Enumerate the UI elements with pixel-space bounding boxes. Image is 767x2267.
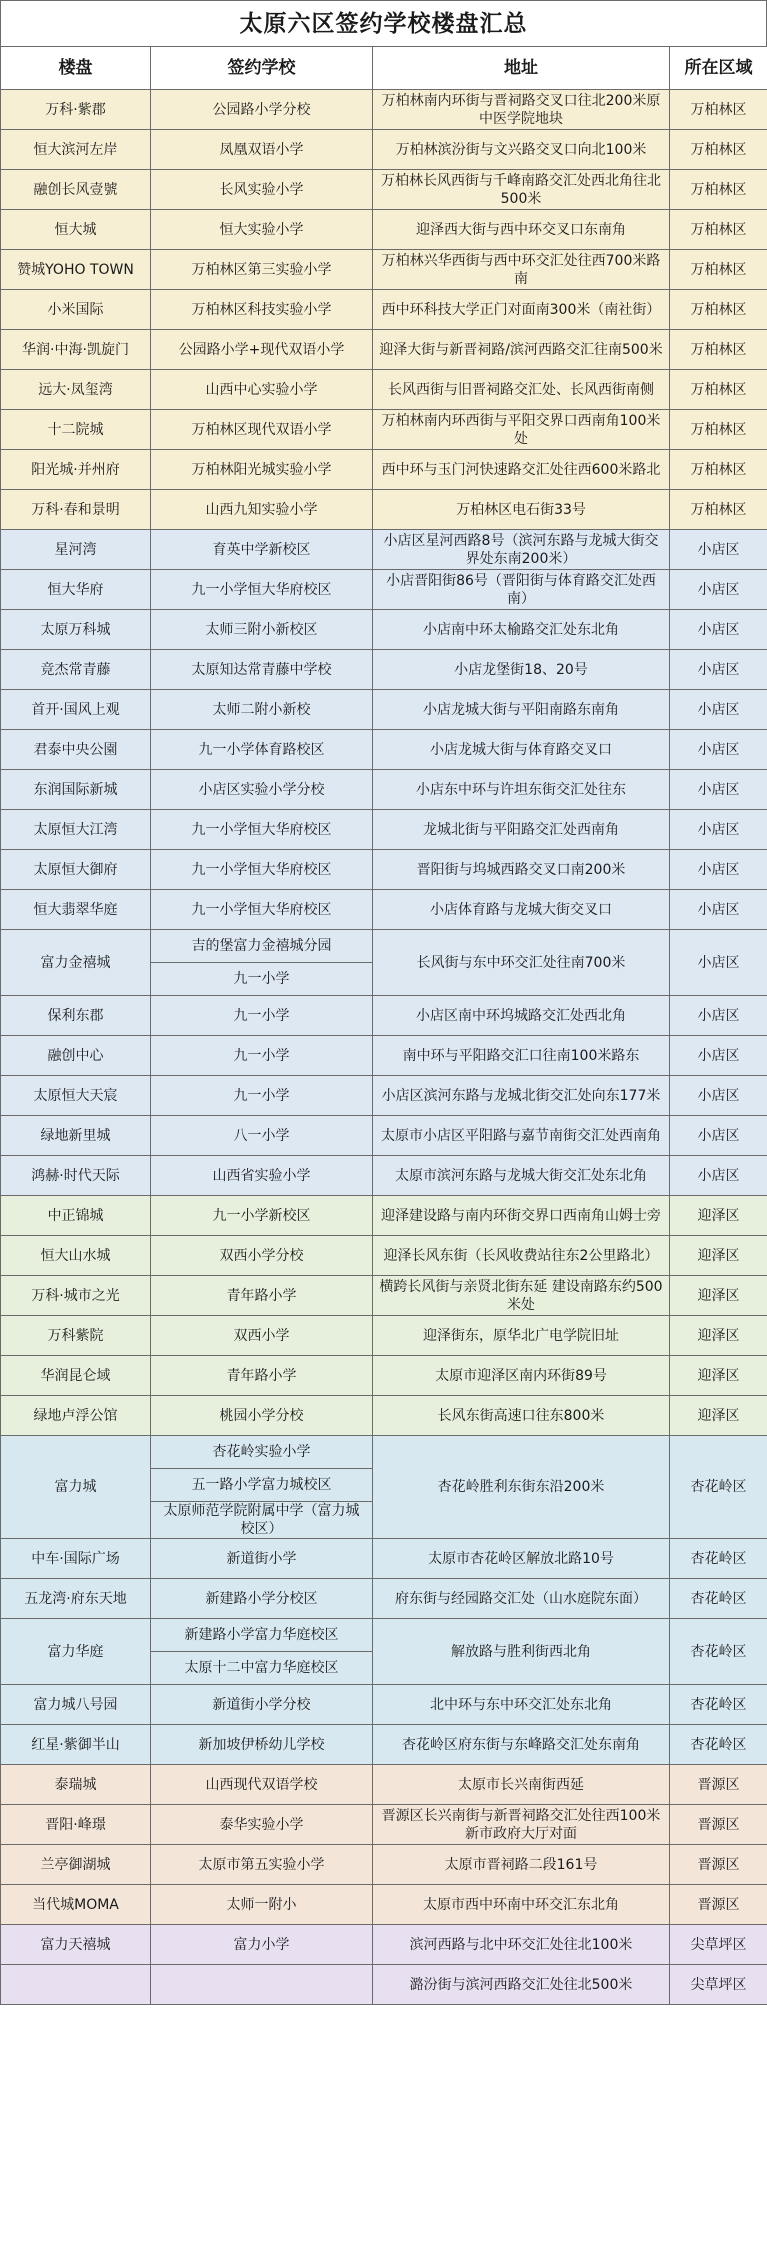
cell-address: 小店晋阳街86号（晋阳街与体育路交汇处西南） xyxy=(373,570,670,610)
cell-estate: 恒大华府 xyxy=(1,570,151,610)
cell-school: 青年路小学 xyxy=(151,1356,373,1396)
cell-address: 晋源区长兴南街与新晋祠路交汇处往西100米新市政府大厅对面 xyxy=(373,1805,670,1845)
cell-school: 太原师范学院附属中学（富力城校区） xyxy=(151,1502,373,1539)
header-estate: 楼盘 xyxy=(1,47,151,90)
cell-estate: 远大·凤玺湾 xyxy=(1,370,151,410)
cell-address: 长风街与东中环交汇处往南700米 xyxy=(373,930,670,996)
header-district: 所在区域 xyxy=(670,47,767,90)
cell-address: 小店龙城大街与体育路交叉口 xyxy=(373,730,670,770)
cell-estate: 融创长风壹號 xyxy=(1,170,151,210)
cell-address: 小店龙城大街与平阳南路东南角 xyxy=(373,690,670,730)
table-row xyxy=(1,690,767,730)
cell-district: 晋源区 xyxy=(670,1845,767,1885)
cell-school: 九一小学恒大华府校区 xyxy=(151,810,373,850)
table-row xyxy=(1,450,767,490)
table-row xyxy=(1,1116,767,1156)
cell-estate: 首开·国风上观 xyxy=(1,690,151,730)
cell-address: 太原市杏花岭区解放北路10号 xyxy=(373,1539,670,1579)
cell-district: 小店区 xyxy=(670,1036,767,1076)
table-row xyxy=(1,810,767,850)
cell-district: 小店区 xyxy=(670,650,767,690)
cell-address: 太原市西中环南中环交汇东北角 xyxy=(373,1885,670,1925)
cell-district: 小店区 xyxy=(670,890,767,930)
cell-district: 迎泽区 xyxy=(670,1276,767,1316)
cell-estate: 融创中心 xyxy=(1,1036,151,1076)
cell-estate: 十二院城 xyxy=(1,410,151,450)
cell-district: 小店区 xyxy=(670,1076,767,1116)
cell-district: 万柏林区 xyxy=(670,170,767,210)
cell-district: 小店区 xyxy=(670,1116,767,1156)
cell-estate: 中车·国际广场 xyxy=(1,1539,151,1579)
cell-estate: 小米国际 xyxy=(1,290,151,330)
table-row xyxy=(1,370,767,410)
cell-district: 万柏林区 xyxy=(670,210,767,250)
cell-district: 小店区 xyxy=(670,730,767,770)
cell-estate: 恒大翡翠华庭 xyxy=(1,890,151,930)
cell-address: 北中环与东中环交汇处东北角 xyxy=(373,1685,670,1725)
cell-estate: 万科紫院 xyxy=(1,1316,151,1356)
cell-address: 万柏林兴华西街与西中环交汇处往西700米路南 xyxy=(373,250,670,290)
sheet-title: 太原六区签约学校楼盘汇总 xyxy=(0,0,767,46)
cell-address: 横跨长风街与亲贤北街东延 建设南路东约500米处 xyxy=(373,1276,670,1316)
cell-estate: 君泰中央公園 xyxy=(1,730,151,770)
table-row xyxy=(1,1076,767,1116)
cell-address: 杏花岭胜利东街东沿200米 xyxy=(373,1436,670,1539)
table-row xyxy=(1,1885,767,1925)
cell-district: 小店区 xyxy=(670,690,767,730)
table-row xyxy=(1,490,767,530)
cell-school: 九一小学 xyxy=(151,1036,373,1076)
table-row xyxy=(1,250,767,290)
table-row xyxy=(1,1805,767,1845)
cell-school: 五一路小学富力城校区 xyxy=(151,1469,373,1502)
table-row xyxy=(1,1356,767,1396)
table-row xyxy=(1,1765,767,1805)
cell-estate: 泰瑞城 xyxy=(1,1765,151,1805)
table-row xyxy=(1,1316,767,1356)
cell-school: 九一小学体育路校区 xyxy=(151,730,373,770)
cell-address: 万柏林滨汾街与文兴路交叉口向北100米 xyxy=(373,130,670,170)
cell-district: 小店区 xyxy=(670,1156,767,1196)
cell-estate: 绿地新里城 xyxy=(1,1116,151,1156)
cell-district: 迎泽区 xyxy=(670,1356,767,1396)
header-school: 签约学校 xyxy=(151,47,373,90)
cell-school: 万柏林阳光城实验小学 xyxy=(151,450,373,490)
cell-address: 小店东中环与许坦东街交汇处往东 xyxy=(373,770,670,810)
table-row xyxy=(1,1236,767,1276)
table-row xyxy=(1,1196,767,1236)
cell-school: 公园路小学+现代双语小学 xyxy=(151,330,373,370)
cell-district: 杏花岭区 xyxy=(670,1436,767,1539)
cell-district: 万柏林区 xyxy=(670,90,767,130)
table-row xyxy=(1,930,767,963)
table-row xyxy=(1,1156,767,1196)
cell-estate: 太原恒大天宸 xyxy=(1,1076,151,1116)
cell-district: 小店区 xyxy=(670,570,767,610)
table-row xyxy=(1,1436,767,1469)
cell-school: 九一小学 xyxy=(151,1076,373,1116)
cell-estate: 太原恒大江湾 xyxy=(1,810,151,850)
cell-address: 太原市滨河东路与龙城大街交汇处东北角 xyxy=(373,1156,670,1196)
cell-school: 公园路小学分校 xyxy=(151,90,373,130)
cell-district: 迎泽区 xyxy=(670,1196,767,1236)
cell-district: 万柏林区 xyxy=(670,330,767,370)
table-row xyxy=(1,410,767,450)
cell-district: 万柏林区 xyxy=(670,450,767,490)
cell-school: 九一小学 xyxy=(151,996,373,1036)
table-row xyxy=(1,570,767,610)
cell-address: 万柏林区电石街33号 xyxy=(373,490,670,530)
cell-estate: 五龙湾·府东天地 xyxy=(1,1579,151,1619)
table-row xyxy=(1,1965,767,2005)
table-row xyxy=(1,996,767,1036)
cell-district: 小店区 xyxy=(670,996,767,1036)
cell-district: 晋源区 xyxy=(670,1885,767,1925)
table-row xyxy=(1,330,767,370)
cell-school: 八一小学 xyxy=(151,1116,373,1156)
cell-address: 杏花岭区府东街与东峰路交汇处东南角 xyxy=(373,1725,670,1765)
cell-district: 尖草坪区 xyxy=(670,1965,767,2005)
cell-school: 山西现代双语学校 xyxy=(151,1765,373,1805)
cell-address: 西中环科技大学正门对面南300米（南社街） xyxy=(373,290,670,330)
cell-school: 九一小学新校区 xyxy=(151,1196,373,1236)
cell-school: 九一小学 xyxy=(151,963,373,996)
cell-address: 小店区星河西路8号（滨河东路与龙城大街交界处东南200米） xyxy=(373,530,670,570)
cell-estate: 中正锦城 xyxy=(1,1196,151,1236)
cell-district: 迎泽区 xyxy=(670,1236,767,1276)
cell-school: 太师二附小新校 xyxy=(151,690,373,730)
table-row xyxy=(1,90,767,130)
cell-address: 滨河西路与北中环交汇处往北100米 xyxy=(373,1925,670,1965)
cell-address: 太原市晋祠路二段161号 xyxy=(373,1845,670,1885)
cell-address: 小店龙堡街18、20号 xyxy=(373,650,670,690)
table-row xyxy=(1,210,767,250)
cell-estate: 保利东郡 xyxy=(1,996,151,1036)
cell-district: 杏花岭区 xyxy=(670,1725,767,1765)
cell-address: 龙城北街与平阳路交汇处西南角 xyxy=(373,810,670,850)
cell-school: 九一小学恒大华府校区 xyxy=(151,570,373,610)
cell-address: 解放路与胜利街西北角 xyxy=(373,1619,670,1685)
cell-address: 太原市迎泽区南内环街89号 xyxy=(373,1356,670,1396)
cell-district: 杏花岭区 xyxy=(670,1685,767,1725)
cell-estate: 富力金禧城 xyxy=(1,930,151,996)
table-row xyxy=(1,290,767,330)
table-row xyxy=(1,1725,767,1765)
cell-district: 小店区 xyxy=(670,770,767,810)
table-header-row xyxy=(1,47,767,90)
cell-address: 迎泽建设路与南内环街交界口西南角山姆士旁 xyxy=(373,1196,670,1236)
cell-estate: 富力城八号园 xyxy=(1,1685,151,1725)
table-row xyxy=(1,1925,767,1965)
cell-school: 青年路小学 xyxy=(151,1276,373,1316)
cell-district: 万柏林区 xyxy=(670,410,767,450)
cell-district: 尖草坪区 xyxy=(670,1925,767,1965)
cell-district: 晋源区 xyxy=(670,1765,767,1805)
cell-school: 太原知达常青藤中学校 xyxy=(151,650,373,690)
cell-district: 杏花岭区 xyxy=(670,1619,767,1685)
cell-estate: 万科·紫郡 xyxy=(1,90,151,130)
cell-address: 万柏林南内环街与晋祠路交叉口往北200米原中医学院地块 xyxy=(373,90,670,130)
cell-school: 太原市第五实验小学 xyxy=(151,1845,373,1885)
cell-school: 万柏林区科技实验小学 xyxy=(151,290,373,330)
cell-estate: 富力天禧城 xyxy=(1,1925,151,1965)
cell-school: 万柏林区第三实验小学 xyxy=(151,250,373,290)
cell-estate: 恒大滨河左岸 xyxy=(1,130,151,170)
cell-district: 小店区 xyxy=(670,810,767,850)
cell-address: 小店区南中环坞城路交汇处西北角 xyxy=(373,996,670,1036)
table-row xyxy=(1,730,767,770)
cell-estate: 富力华庭 xyxy=(1,1619,151,1685)
cell-district: 万柏林区 xyxy=(670,290,767,330)
cell-address: 迎泽街东，原华北广电学院旧址 xyxy=(373,1316,670,1356)
cell-school: 泰华实验小学 xyxy=(151,1805,373,1845)
cell-address: 太原市小店区平阳路与嘉节南街交汇处西南角 xyxy=(373,1116,670,1156)
table-row xyxy=(1,1845,767,1885)
table-row xyxy=(1,170,767,210)
cell-address: 潞汾街与滨河西路交汇处往北500米 xyxy=(373,1965,670,2005)
cell-address: 太原市长兴南街西延 xyxy=(373,1765,670,1805)
cell-address: 南中环与平阳路交汇口往南100米路东 xyxy=(373,1036,670,1076)
cell-district: 小店区 xyxy=(670,930,767,996)
table-row xyxy=(1,890,767,930)
table-row xyxy=(1,1619,767,1652)
cell-estate: 华润昆仑域 xyxy=(1,1356,151,1396)
cell-estate: 恒大山水城 xyxy=(1,1236,151,1276)
cell-school: 新建路小学富力华庭校区 xyxy=(151,1619,373,1652)
cell-estate: 太原恒大御府 xyxy=(1,850,151,890)
cell-school: 太原十二中富力华庭校区 xyxy=(151,1652,373,1685)
cell-district: 万柏林区 xyxy=(670,250,767,290)
table-row xyxy=(1,130,767,170)
cell-address: 长风东街高速口往东800米 xyxy=(373,1396,670,1436)
cell-school: 双西小学 xyxy=(151,1316,373,1356)
cell-school: 山西中心实验小学 xyxy=(151,370,373,410)
cell-district: 迎泽区 xyxy=(670,1396,767,1436)
cell-school: 恒大实验小学 xyxy=(151,210,373,250)
cell-address: 迎泽西大街与西中环交叉口东南角 xyxy=(373,210,670,250)
cell-district: 小店区 xyxy=(670,610,767,650)
cell-address: 迎泽大街与新晋祠路/滨河西路交汇往南500米 xyxy=(373,330,670,370)
table-row xyxy=(1,1276,767,1316)
table-row xyxy=(1,610,767,650)
cell-school: 凤凰双语小学 xyxy=(151,130,373,170)
cell-school: 太师一附小 xyxy=(151,1885,373,1925)
cell-address: 府东街与经园路交汇处（山水庭院东面） xyxy=(373,1579,670,1619)
estate-school-table xyxy=(0,46,767,2005)
table-row xyxy=(1,1579,767,1619)
cell-estate: 华润·中海·凯旋门 xyxy=(1,330,151,370)
cell-district: 杏花岭区 xyxy=(670,1539,767,1579)
cell-district: 小店区 xyxy=(670,530,767,570)
cell-school: 小店区实验小学分校 xyxy=(151,770,373,810)
cell-estate: 东润国际新城 xyxy=(1,770,151,810)
cell-estate: 竞杰常青藤 xyxy=(1,650,151,690)
cell-school: 新道街小学分校 xyxy=(151,1685,373,1725)
cell-address: 西中环与玉门河快速路交汇处往西600米路北 xyxy=(373,450,670,490)
cell-district: 万柏林区 xyxy=(670,490,767,530)
cell-school: 杏花岭实验小学 xyxy=(151,1436,373,1469)
cell-address: 长风西街与旧晋祠路交汇处、长风西街南侧 xyxy=(373,370,670,410)
cell-school: 双西小学分校 xyxy=(151,1236,373,1276)
table-row xyxy=(1,1036,767,1076)
cell-school: 山西省实验小学 xyxy=(151,1156,373,1196)
table-row xyxy=(1,850,767,890)
cell-address: 万柏林长风西街与千峰南路交汇处西北角往北500米 xyxy=(373,170,670,210)
cell-estate: 鸿赫·时代天际 xyxy=(1,1156,151,1196)
cell-school xyxy=(151,1965,373,2005)
cell-district: 小店区 xyxy=(670,850,767,890)
cell-school: 新建路小学分校区 xyxy=(151,1579,373,1619)
table-body xyxy=(1,90,767,2005)
cell-school: 育英中学新校区 xyxy=(151,530,373,570)
header-address: 地址 xyxy=(373,47,670,90)
cell-district: 杏花岭区 xyxy=(670,1579,767,1619)
cell-address: 万柏林南内环西街与平阳交界口西南角100米处 xyxy=(373,410,670,450)
cell-school: 九一小学恒大华府校区 xyxy=(151,850,373,890)
cell-estate: 红星·紫御半山 xyxy=(1,1725,151,1765)
table-row xyxy=(1,1396,767,1436)
cell-address: 晋阳街与坞城西路交叉口南200米 xyxy=(373,850,670,890)
cell-school: 太师三附小新校区 xyxy=(151,610,373,650)
cell-estate: 阳光城·并州府 xyxy=(1,450,151,490)
cell-school: 吉的堡富力金禧城分园 xyxy=(151,930,373,963)
table-row xyxy=(1,1539,767,1579)
cell-school: 新加坡伊桥幼儿学校 xyxy=(151,1725,373,1765)
cell-school: 新道街小学 xyxy=(151,1539,373,1579)
cell-address: 小店南中环太榆路交汇处东北角 xyxy=(373,610,670,650)
cell-estate: 富力城 xyxy=(1,1436,151,1539)
cell-estate xyxy=(1,1965,151,2005)
cell-school: 富力小学 xyxy=(151,1925,373,1965)
cell-district: 晋源区 xyxy=(670,1805,767,1845)
table-row xyxy=(1,650,767,690)
cell-estate: 恒大城 xyxy=(1,210,151,250)
cell-address: 小店区滨河东路与龙城北街交汇处向东177米 xyxy=(373,1076,670,1116)
cell-estate: 赞城YOHO TOWN xyxy=(1,250,151,290)
cell-estate: 万科·城市之光 xyxy=(1,1276,151,1316)
cell-address: 迎泽长风东街（长风收费站往东2公里路北） xyxy=(373,1236,670,1276)
cell-district: 万柏林区 xyxy=(670,370,767,410)
cell-estate: 太原万科城 xyxy=(1,610,151,650)
table-row xyxy=(1,770,767,810)
cell-estate: 当代城MOMA xyxy=(1,1885,151,1925)
cell-school: 山西九知实验小学 xyxy=(151,490,373,530)
cell-school: 长风实验小学 xyxy=(151,170,373,210)
cell-estate: 绿地卢浮公馆 xyxy=(1,1396,151,1436)
cell-school: 桃园小学分校 xyxy=(151,1396,373,1436)
cell-address: 小店体育路与龙城大街交叉口 xyxy=(373,890,670,930)
cell-school: 万柏林区现代双语小学 xyxy=(151,410,373,450)
cell-estate: 星河湾 xyxy=(1,530,151,570)
cell-estate: 兰亭御湖城 xyxy=(1,1845,151,1885)
cell-estate: 万科·春和景明 xyxy=(1,490,151,530)
cell-estate: 晋阳·峰璟 xyxy=(1,1805,151,1845)
table-row xyxy=(1,530,767,570)
cell-district: 万柏林区 xyxy=(670,130,767,170)
table-row xyxy=(1,1685,767,1725)
cell-school: 九一小学恒大华府校区 xyxy=(151,890,373,930)
cell-district: 迎泽区 xyxy=(670,1316,767,1356)
